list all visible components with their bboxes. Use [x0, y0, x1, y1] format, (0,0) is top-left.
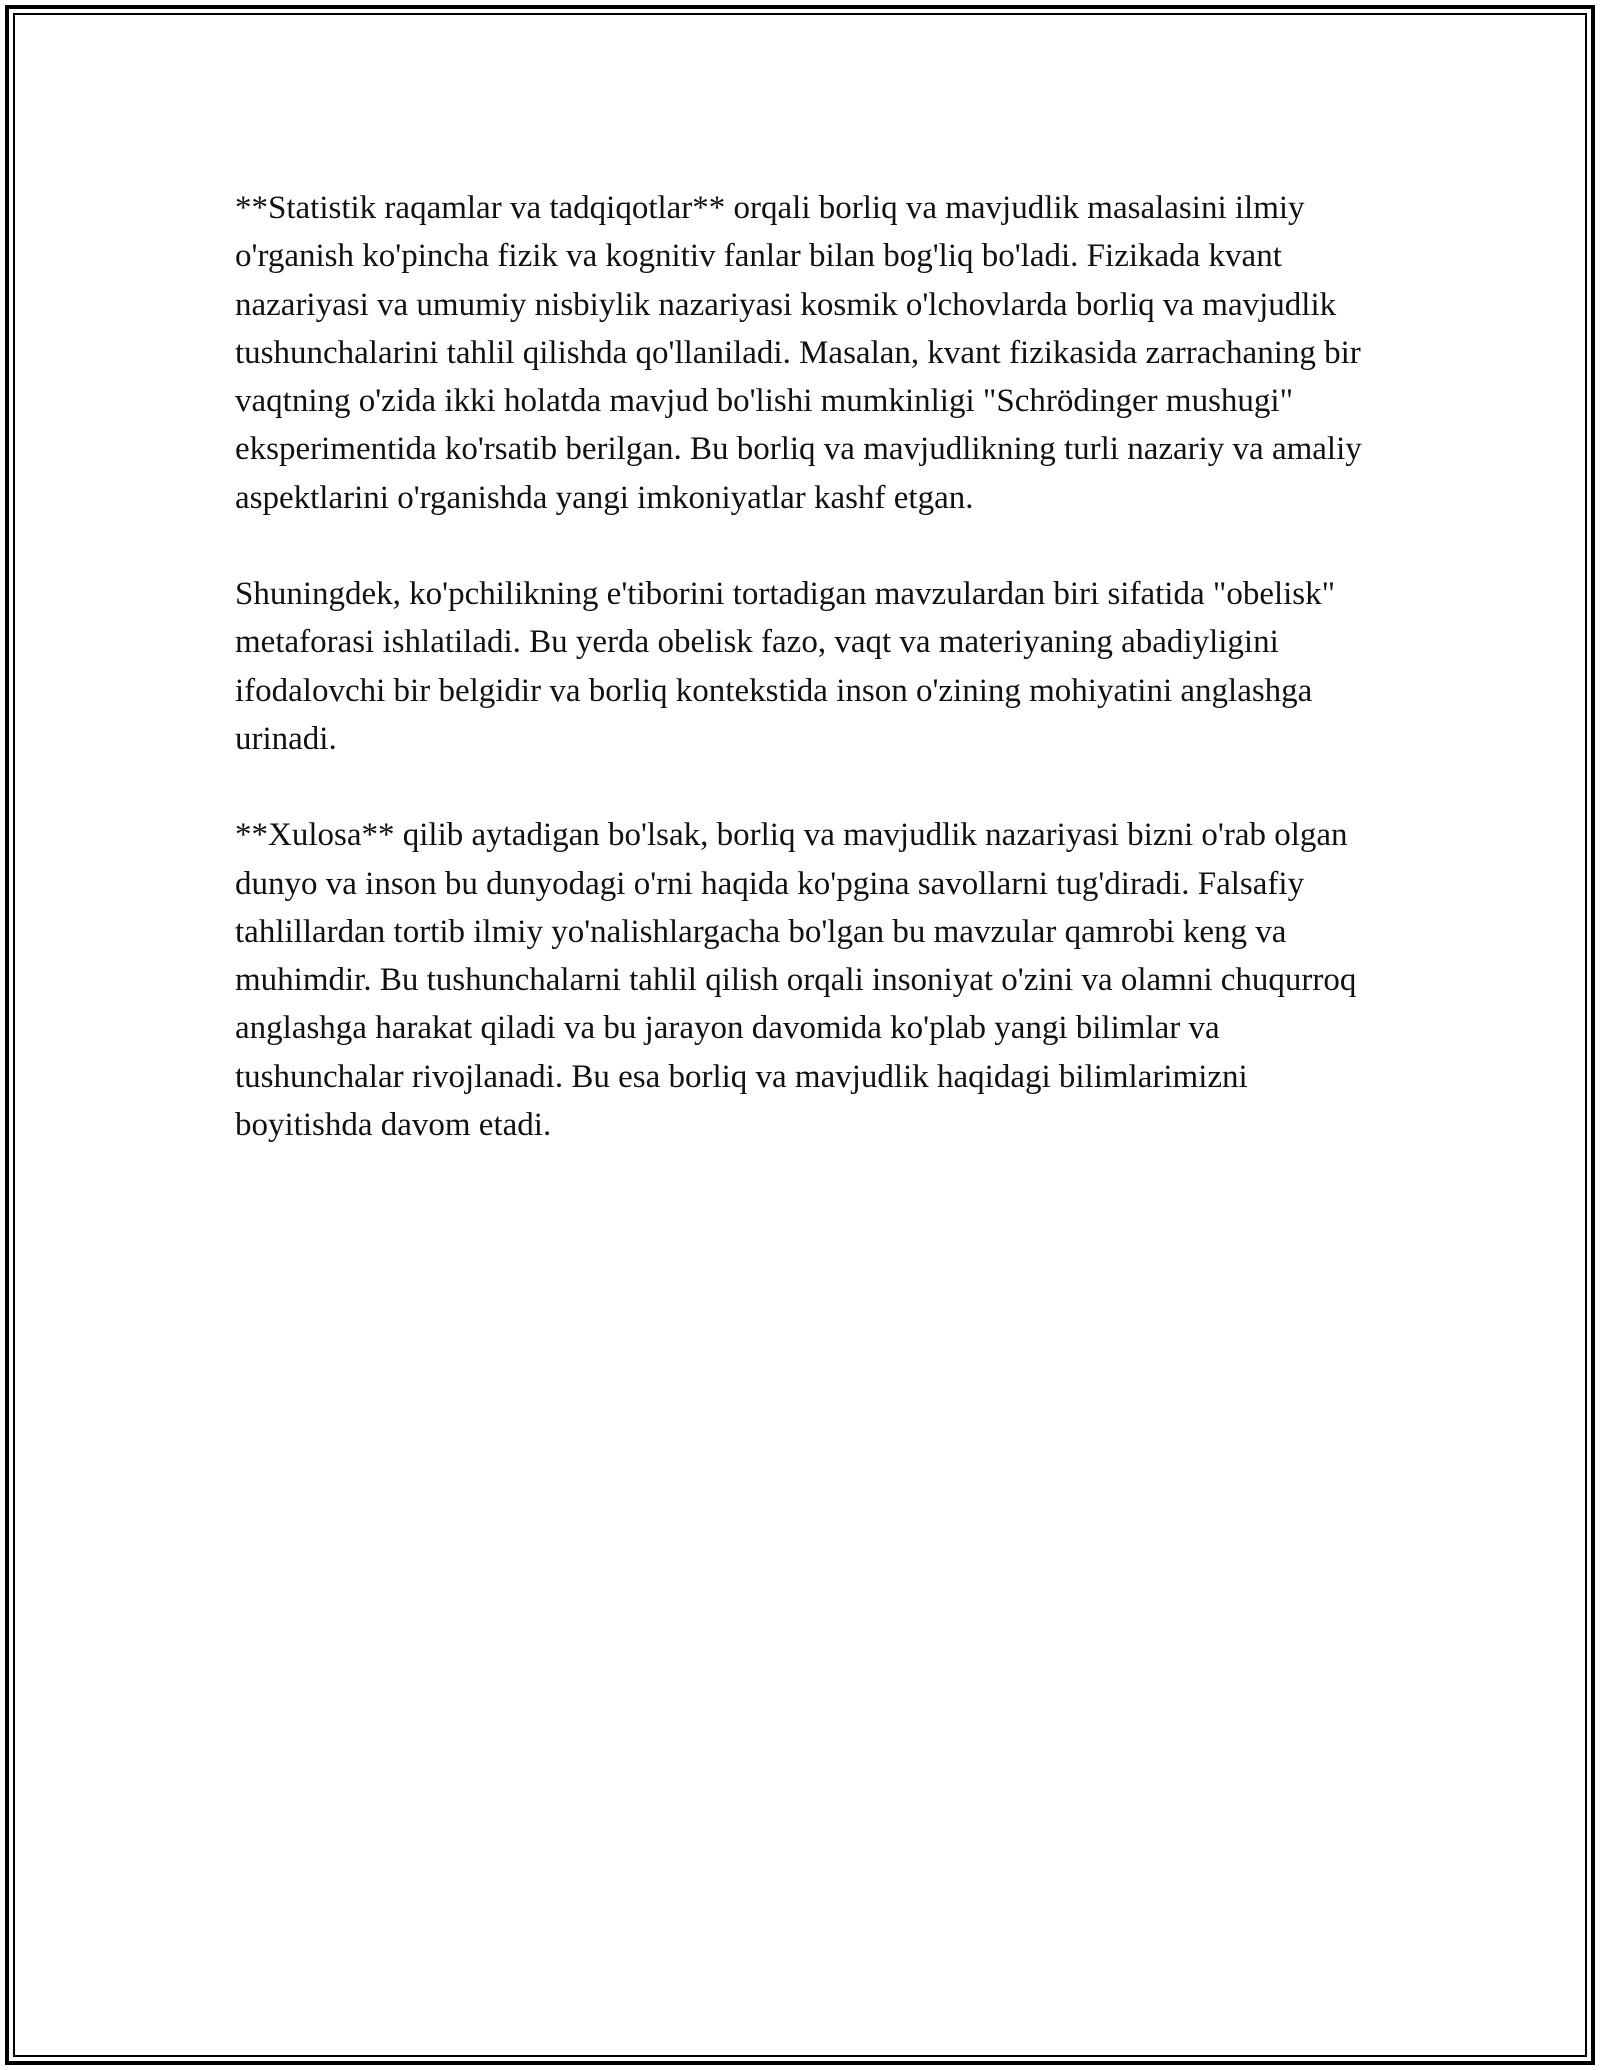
paragraph-conclusion: **Xulosa** qilib aytadigan bo'lsak, borliq va mavjudlik nazariyasi bizni o'rab olgan dunyo va inson bu dunyodagi o'rni haqida ko'pgina savollarni tug'diradi. Falsafiy tahlillardan tortib ilmiy yo'nalishlargacha bo'lgan bu mavzular qamrobi keng va muhimdir. Bu tushunchalarni tahlil qilish orqali insoniyat o'zini va olamni chuqurroq anglashga harakat qiladi va bu jarayon davomida ko'plab yangi bilimlar va tushunchalar rivojlanadi. Bu esa borliq va mavjudlik haqidagi bilimlarimizni boyitishda davom etadi.: [235, 817, 1357, 1144]
paragraph-obelisk: Shuningdek, ko'pchilikning e'tiborini tortadigan mavzulardan biri sifatida "obelisk" metaforasi ishlatiladi. Bu yerda obelisk fazo, vaqt va materiyaning abadiyligini ifodalovchi bir belgidir va borliq kontekstida inson o'zining mohiyatini anglashga urinadi.: [235, 576, 1336, 757]
document-body: [235, 184, 1385, 1149]
paragraph-statistics: **Statistik raqamlar va tadqiqotlar** orqali borliq va mavjudlik masalasini ilmiy o'rganish ko'pincha fizik va kognitiv fanlar bilan bog'liq bo'ladi. Fizikada kvant nazariyasi va umumiy nisbiylik nazariyasi kosmik o'lchovlarda borliq va mavjudlik tushunchalarini tahlil qilishda qo'llaniladi. Masalan, kvant fizikasida zarrachaning bir vaqtning o'zida ikki holatda mavjud bo'lishi mumkinligi "Schrödinger mushugi" eksperimentida ko'rsatib berilgan. Bu borliq va mavjudlikning turli nazariy va amaliy aspektlarini o'rganishda yangi imkoniyatlar kashf etgan.: [235, 190, 1362, 516]
